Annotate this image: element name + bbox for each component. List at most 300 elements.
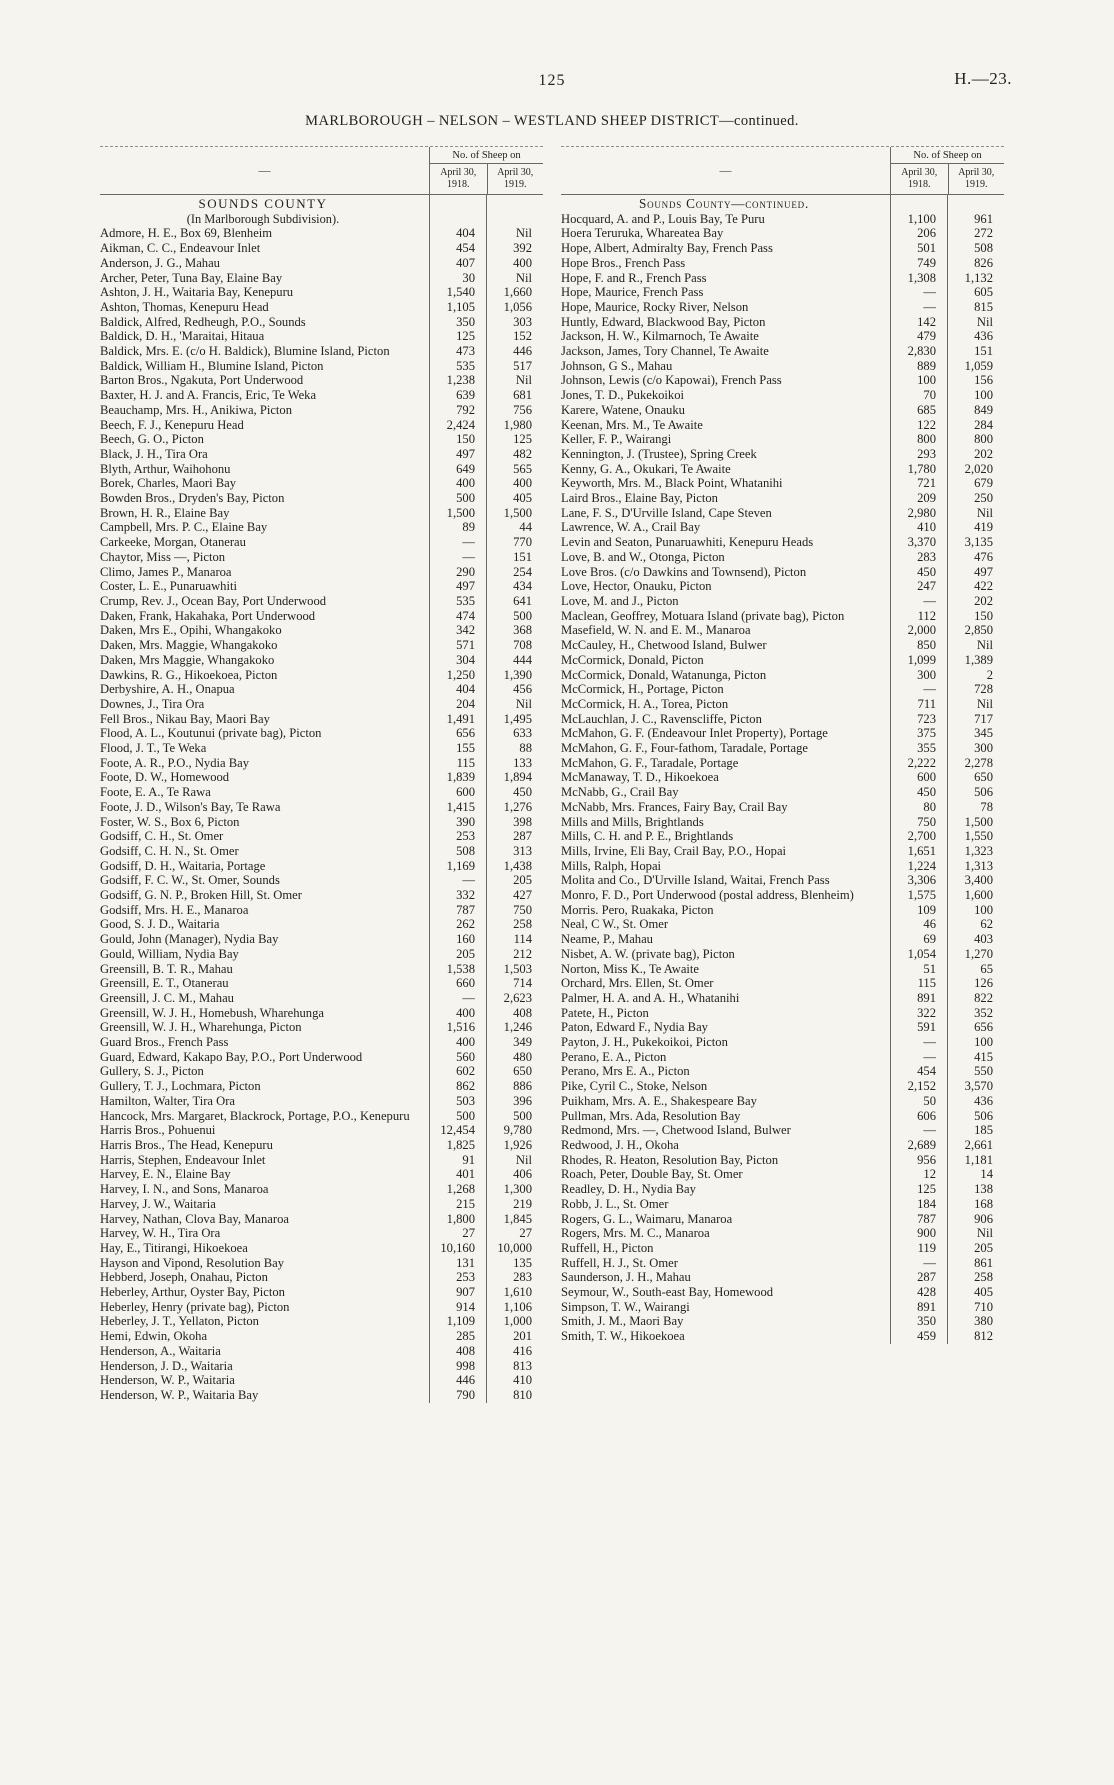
sheep-count-1918: 1,308 (890, 271, 947, 286)
table-row (561, 668, 1004, 683)
table-row (100, 917, 543, 932)
owner-name: Lawrence, W. A., Crail Bay (561, 520, 701, 535)
sheep-count-1918: 115 (890, 976, 947, 991)
sheep-count-1918: 1,538 (429, 962, 486, 977)
sheep-count-1918: 290 (429, 565, 486, 580)
sheep-count-1919: 1,056 (486, 300, 543, 315)
table-row (561, 653, 1004, 668)
owner-name: Lane, F. S., D'Urville Island, Cape Steven (561, 505, 772, 520)
owner-name: Gould, William, Nydia Bay (100, 946, 239, 961)
owner-name: Seymour, W., South-east Bay, Homewood (561, 1285, 774, 1300)
table-row (561, 315, 1004, 330)
sheep-count-1919: 650 (486, 1064, 543, 1079)
sheep-count-1919: 1,610 (486, 1285, 543, 1300)
owner-name: Karere, Watene, Onauku (561, 402, 685, 417)
table-row (100, 668, 543, 683)
sheep-count-1918: 2,000 (890, 623, 947, 638)
sheep-count-1919: 1,276 (486, 800, 543, 815)
owner-name: Dawkins, R. G., Hikoekoea, Picton (100, 667, 278, 682)
owner-name: Hebberd, Joseph, Onahau, Picton (100, 1270, 268, 1285)
sheep-count-1919: 1,300 (486, 1182, 543, 1197)
table-row (100, 373, 543, 388)
sheep-count-1918: — (890, 1256, 947, 1271)
owner-name: Black, J. H., Tira Ora (100, 446, 208, 461)
sheep-count-1918: 1,825 (429, 1138, 486, 1153)
owner-name: Love Bros. (c/o Dawkins and Townsend), Picton (561, 564, 807, 579)
owner-name: Harvey, Nathan, Clova Bay, Manaroa (100, 1211, 289, 1226)
sheep-count-1919: 750 (486, 903, 543, 918)
table-row (100, 682, 543, 697)
table-row (100, 418, 543, 433)
sheep-count-1918: 2,152 (890, 1079, 947, 1094)
table-row (100, 1153, 543, 1168)
sheep-count-1919: 508 (947, 241, 1004, 256)
sheep-count-1918: 501 (890, 241, 947, 256)
sheep-count-1918: 125 (429, 329, 486, 344)
sheep-count-1919: 810 (486, 1388, 543, 1403)
left-table-body (100, 195, 543, 1403)
owner-name: Neame, P., Mahau (561, 932, 653, 947)
sheep-count-1919: 427 (486, 888, 543, 903)
table-row (100, 1359, 543, 1374)
table-row (100, 1226, 543, 1241)
table-row (100, 800, 543, 815)
table-row (100, 403, 543, 418)
owner-name: Pike, Cyril C., Stoke, Nelson (561, 1079, 708, 1094)
table-row (100, 1241, 543, 1256)
sheep-count-1919: 138 (947, 1182, 1004, 1197)
left-rows (100, 226, 543, 1402)
sheep-count-1919: 1,390 (486, 668, 543, 683)
table-row (100, 873, 543, 888)
owner-name: Ashton, Thomas, Kenepuru Head (100, 299, 269, 314)
sheep-count-1918: 1,109 (429, 1314, 486, 1329)
sheep-count-1918: 51 (890, 962, 947, 977)
table-row (561, 1241, 1004, 1256)
document-reference: H.—23. (954, 69, 1012, 88)
owner-name: Laird Bros., Elaine Bay, Picton (561, 491, 718, 506)
sheep-count-1919: 2,020 (947, 462, 1004, 477)
sheep-count-1919: 756 (486, 403, 543, 418)
table-row (100, 844, 543, 859)
owner-name: Neal, C W., St. Omer (561, 917, 669, 932)
sheep-count-1918: 454 (429, 241, 486, 256)
sheep-count-1919: 1,438 (486, 859, 543, 874)
owner-name: Hamilton, Walter, Tira Ora (100, 1093, 236, 1108)
owner-name: Saunderson, J. H., Mahau (561, 1270, 691, 1285)
table-row (100, 653, 543, 668)
owner-name: Smith, J. M., Maori Bay (561, 1314, 684, 1329)
sheep-count-1919: 436 (947, 1094, 1004, 1109)
table-row (100, 1212, 543, 1227)
sheep-count-1919: Nil (947, 638, 1004, 653)
page-title: MARLBOROUGH – NELSON – WESTLAND SHEEP DISTRICT—continued. (305, 113, 799, 129)
sheep-count-1919: 906 (947, 1212, 1004, 1227)
sheep-count-1919: 126 (947, 976, 1004, 991)
sheep-count-1918: 400 (429, 1035, 486, 1050)
table-row (561, 1079, 1004, 1094)
table-row (100, 1285, 543, 1300)
sheep-count-1919: 151 (947, 344, 1004, 359)
owner-name: Henderson, J. D., Waitaria (100, 1358, 233, 1373)
sheep-count-1918: — (890, 1050, 947, 1065)
sheep-count-1918: 560 (429, 1050, 486, 1065)
table-row (100, 329, 543, 344)
sheep-count-1918: 473 (429, 344, 486, 359)
sheep-count-1919: 3,135 (947, 535, 1004, 550)
table-row (100, 1094, 543, 1109)
owner-name: Downes, J., Tira Ora (100, 696, 205, 711)
sheep-columns-header (890, 147, 1004, 194)
sheep-count-1919: 434 (486, 579, 543, 594)
sheep-count-1919: 717 (947, 712, 1004, 727)
sheep-count-1919: 1,132 (947, 271, 1004, 286)
owner-name: Molita and Co., D'Urville Island, Waitai, French Pass (561, 873, 830, 888)
sheep-count-1919: 550 (947, 1064, 1004, 1079)
sheep-count-1919: Nil (486, 1153, 543, 1168)
sheep-count-1919: 400 (486, 476, 543, 491)
table-row (561, 829, 1004, 844)
sheep-count-1919: 1,500 (486, 506, 543, 521)
table-row (561, 491, 1004, 506)
sheep-count-1919: Nil (486, 271, 543, 286)
owner-name: Greensill, E. T., Otanerau (100, 976, 229, 991)
sheep-count-1918: 1,780 (890, 462, 947, 477)
sheep-count-1918: — (429, 550, 486, 565)
table-row (100, 741, 543, 756)
owner-name: Good, S. J. D., Waitaria (100, 917, 220, 932)
table-row (561, 550, 1004, 565)
sheep-count-1919: 822 (947, 991, 1004, 1006)
owner-name: Robb, J. L., St. Omer (561, 1196, 669, 1211)
table-row (561, 1270, 1004, 1285)
sheep-count-1919: 398 (486, 815, 543, 830)
table-row (100, 1300, 543, 1315)
sheep-count-1919: 1,894 (486, 770, 543, 785)
sheep-count-1919: 100 (947, 1035, 1004, 1050)
sheep-count-1918: — (890, 594, 947, 609)
table-row (561, 359, 1004, 374)
table-row (561, 388, 1004, 403)
table-row (100, 756, 543, 771)
table-row (100, 815, 543, 830)
sheep-count-1919: 1,106 (486, 1300, 543, 1315)
owner-name: Kennington, J. (Trustee), Spring Creek (561, 446, 757, 461)
sheep-count-1919: 849 (947, 403, 1004, 418)
sheep-count-1919: 2,661 (947, 1138, 1004, 1153)
sheep-count-1919: 1,550 (947, 829, 1004, 844)
table-row (561, 756, 1004, 771)
page-header (100, 69, 1012, 98)
sheep-count-1918: 749 (890, 256, 947, 271)
owner-name: Paton, Edward F., Nydia Bay (561, 1020, 708, 1035)
sheep-count-1918: 711 (890, 697, 947, 712)
sheep-count-1919: 135 (486, 1256, 543, 1271)
sheep-count-1918: — (890, 682, 947, 697)
sheep-count-1919: 300 (947, 741, 1004, 756)
sheep-count-1918: 287 (890, 1270, 947, 1285)
sheep-count-1919: 156 (947, 373, 1004, 388)
sheep-count-1919: 800 (947, 432, 1004, 447)
table-row (100, 241, 543, 256)
sheep-count-1919: 368 (486, 623, 543, 638)
owner-name: Daken, Mrs E., Opihi, Whangakoko (100, 623, 282, 638)
owner-name: Climo, James P., Manaroa (100, 564, 232, 579)
owner-name: Baldick, William H., Blumine Island, Picton (100, 358, 324, 373)
table-row (561, 859, 1004, 874)
owner-name: Bowden Bros., Dryden's Bay, Picton (100, 491, 285, 506)
table-row (561, 1006, 1004, 1021)
sheep-count-1919: 450 (486, 785, 543, 800)
section-header-row (561, 195, 1004, 212)
sheep-count-1918: 891 (890, 1300, 947, 1315)
sheep-count-1918: — (429, 991, 486, 1006)
owner-name: McCormick, H. A., Torea, Picton (561, 696, 729, 711)
sheep-count-1919: 708 (486, 638, 543, 653)
table-row (100, 462, 543, 477)
owner-name: Ruffell, H., Picton (561, 1240, 654, 1255)
sheep-count-1918: 862 (429, 1079, 486, 1094)
owner-name: Foote, J. D., Wilson's Bay, Te Rawa (100, 799, 281, 814)
sheep-count-1919: 679 (947, 476, 1004, 491)
sheep-count-1919: 681 (486, 388, 543, 403)
sheep-count-1919: 2,278 (947, 756, 1004, 771)
owner-name: McLauchlan, J. C., Ravenscliffe, Picton (561, 711, 762, 726)
owner-name: Hoera Teruruka, Whareatea Bay (561, 226, 724, 241)
sheep-count-1918: — (429, 873, 486, 888)
owner-name: Crump, Rev. J., Ocean Bay, Port Underwood (100, 593, 327, 608)
sheep-count-1918: 907 (429, 1285, 486, 1300)
owner-name: Norton, Miss K., Te Awaite (561, 961, 700, 976)
sheep-count-1919: 506 (947, 785, 1004, 800)
sheep-count-1919: Nil (947, 506, 1004, 521)
sheep-count-1918: 639 (429, 388, 486, 403)
sheep-count-1919: 133 (486, 756, 543, 771)
sheep-count-1918: 497 (429, 447, 486, 462)
owner-name: McManaway, T. D., Hikoekoea (561, 770, 719, 785)
empty-cell (429, 195, 486, 226)
sheep-count-1919: 380 (947, 1314, 1004, 1329)
owner-name: Harvey, J. W., Waitaria (100, 1196, 216, 1211)
sheep-count-1919: 456 (486, 682, 543, 697)
sheep-count-1918: 89 (429, 520, 486, 535)
sheep-count-1918: — (429, 535, 486, 550)
sheep-count-1918: 723 (890, 712, 947, 727)
owner-name: Patete, H., Picton (561, 1005, 649, 1020)
sheep-count-1919: 1,000 (486, 1314, 543, 1329)
sheep-count-1918: 27 (429, 1226, 486, 1241)
sheep-count-1918: 1,500 (429, 506, 486, 521)
sheep-count-1918: 80 (890, 800, 947, 815)
sheep-count-1918: 891 (890, 991, 947, 1006)
sheep-count-1918: 215 (429, 1197, 486, 1212)
sheep-count-1918: 900 (890, 1226, 947, 1241)
column-header-1918: April 30, 1918. (440, 167, 477, 190)
sheep-columns-header (429, 147, 543, 194)
table-row (561, 418, 1004, 433)
sheep-count-1918: 131 (429, 1256, 486, 1271)
owner-name: Barton Bros., Ngakuta, Port Underwood (100, 373, 304, 388)
owner-name: Hocquard, A. and P., Louis Bay, Te Puru (561, 211, 765, 226)
table-row (561, 447, 1004, 462)
owner-name: Simpson, T. W., Wairangi (561, 1299, 690, 1314)
sheep-count-1918: 300 (890, 668, 947, 683)
sheep-count-1918: 508 (429, 844, 486, 859)
sheep-count-1918: 1,238 (429, 373, 486, 388)
sheep-count-1919: 1,389 (947, 653, 1004, 668)
sheep-count-1919: 1,500 (947, 815, 1004, 830)
owner-name: Heberley, Arthur, Oyster Bay, Picton (100, 1285, 285, 1300)
sheep-count-1918: 119 (890, 1241, 947, 1256)
sheep-count-1919: 303 (486, 315, 543, 330)
owner-name: Orchard, Mrs. Ellen, St. Omer (561, 976, 714, 991)
owner-name: Redmond, Mrs. —, Chetwood Island, Bulwer (561, 1123, 791, 1138)
sheep-count-1918: 2,689 (890, 1138, 947, 1153)
owner-name: Godsiff, D. H., Waitaria, Portage (100, 858, 266, 873)
sheep-count-1918: 375 (890, 726, 947, 741)
owner-name: Aikman, C. C., Endeavour Inlet (100, 241, 261, 256)
sheep-count-1919: 349 (486, 1035, 543, 1050)
sheep-count-1919: 415 (947, 1050, 1004, 1065)
owner-name: Harvey, E. N., Elaine Bay (100, 1167, 231, 1182)
sheep-count-1918: 410 (890, 520, 947, 535)
sheep-count-1918: 125 (890, 1182, 947, 1197)
table-row (100, 344, 543, 359)
owner-name: Godsiff, G. N. P., Broken Hill, St. Omer (100, 888, 302, 903)
owner-name: Levin and Seaton, Punaruawhiti, Kenepuru Heads (561, 535, 814, 550)
table-row (100, 520, 543, 535)
owner-name: Greensill, W. J. H., Homebush, Wharehunga (100, 1005, 324, 1020)
sheep-count-1919: 444 (486, 653, 543, 668)
owner-name: Admore, H. E., Box 69, Blenheim (100, 226, 273, 241)
sheep-count-1919: 1,600 (947, 888, 1004, 903)
table-row (561, 212, 1004, 227)
table-row (100, 226, 543, 241)
sheep-count-1919: 1,059 (947, 359, 1004, 374)
sheep-count-1918: 1,839 (429, 770, 486, 785)
table-row (561, 1123, 1004, 1138)
sheep-count-1919: 500 (486, 1109, 543, 1124)
owner-name: Beech, F. J., Kenepuru Head (100, 417, 244, 432)
owner-name: Gullery, T. J., Lochmara, Picton (100, 1079, 261, 1094)
sheep-count-1918: 247 (890, 579, 947, 594)
sheep-count-1918: 750 (890, 815, 947, 830)
table-row (100, 932, 543, 947)
owner-name: Daken, Frank, Hakahaka, Port Underwood (100, 608, 316, 623)
sheep-count-1918: 1,800 (429, 1212, 486, 1227)
sheep-count-1919: 826 (947, 256, 1004, 271)
sheep-count-1919: 88 (486, 741, 543, 756)
sheep-count-1918: 404 (429, 226, 486, 241)
sheep-count-1919: 436 (947, 329, 1004, 344)
sheep-count-1919: 125 (486, 432, 543, 447)
sheep-count-1919: 219 (486, 1197, 543, 1212)
sheep-count-1918: 407 (429, 256, 486, 271)
owner-name: Archer, Peter, Tuna Bay, Elaine Bay (100, 270, 283, 285)
sheep-count-1919: Nil (486, 373, 543, 388)
sheep-count-1918: 355 (890, 741, 947, 756)
table-row (100, 594, 543, 609)
owner-name: Rhodes, R. Heaton, Resolution Bay, Picton (561, 1152, 779, 1167)
sheep-count-1918: 100 (890, 373, 947, 388)
section-header (100, 195, 429, 226)
sheep-count-1918: 1,250 (429, 668, 486, 683)
sheep-count-1919: 100 (947, 903, 1004, 918)
owner-name: Palmer, H. A. and A. H., Whatanihi (561, 990, 740, 1005)
sheep-count-1918: 2,424 (429, 418, 486, 433)
table-row (100, 300, 543, 315)
owner-name: Henderson, A., Waitaria (100, 1343, 221, 1358)
owner-name: Perano, E. A., Picton (561, 1049, 667, 1064)
sheep-count-1918: 600 (429, 785, 486, 800)
sheep-count-1918: 606 (890, 1109, 947, 1124)
table-row (561, 1314, 1004, 1329)
sheep-count-1918: 332 (429, 888, 486, 903)
sheep-count-1918: 889 (890, 359, 947, 374)
table-row (561, 1285, 1004, 1300)
table-row (100, 829, 543, 844)
sheep-count-1919: 728 (947, 682, 1004, 697)
owner-name: Hope, Maurice, French Pass (561, 285, 704, 300)
sheep-count-1919: 1,246 (486, 1020, 543, 1035)
sheep-count-1918: — (890, 300, 947, 315)
table-row (561, 873, 1004, 888)
sheep-count-1918: 12 (890, 1167, 947, 1182)
sheep-count-1919: 212 (486, 947, 543, 962)
owner-name: McNabb, Mrs. Frances, Fairy Bay, Crail Bay (561, 799, 788, 814)
sheep-count-1919: 400 (486, 256, 543, 271)
table-row (561, 506, 1004, 521)
sheep-count-1918: 1,575 (890, 888, 947, 903)
table-row (100, 888, 543, 903)
sheep-count-1919: 185 (947, 1123, 1004, 1138)
sheep-count-1919: 497 (947, 565, 1004, 580)
sheep-count-1919: 714 (486, 976, 543, 991)
table-row (561, 815, 1004, 830)
owner-name: Redwood, J. H., Okoha (561, 1138, 679, 1152)
table-row (561, 1153, 1004, 1168)
table-row (100, 1182, 543, 1197)
owner-name: Mills, Ralph, Hopai (561, 858, 662, 873)
owner-name: Guard Bros., French Pass (100, 1035, 229, 1050)
sheep-count-1918: 2,700 (890, 829, 947, 844)
table-row (561, 594, 1004, 609)
table-row (561, 432, 1004, 447)
owner-name: Beech, G. O., Picton (100, 432, 204, 447)
owner-name: Hemi, Edwin, Okoha (100, 1329, 208, 1344)
empty-cell (890, 195, 947, 212)
sheep-count-1918: 500 (429, 491, 486, 506)
sheep-count-1918: 600 (890, 770, 947, 785)
sheep-count-1919: 605 (947, 285, 1004, 300)
sheep-count-1918: 602 (429, 1064, 486, 1079)
owner-name: Borek, Charles, Maori Bay (100, 476, 237, 491)
table-row (100, 859, 543, 874)
sheep-count-1918: 1,054 (890, 947, 947, 962)
sheep-count-1918: 401 (429, 1167, 486, 1182)
sheep-count-1919: 815 (947, 300, 1004, 315)
left-table (100, 146, 543, 1403)
table-row (100, 1035, 543, 1050)
table-row (561, 344, 1004, 359)
sheep-count-1919: 482 (486, 447, 543, 462)
owner-name: Baldick, Alfred, Redheugh, P.O., Sounds (100, 314, 306, 329)
table-row (100, 256, 543, 271)
owner-name: McCormick, Donald, Picton (561, 652, 704, 667)
sheep-count-1919: 650 (947, 770, 1004, 785)
sheep-count-1918: — (890, 1035, 947, 1050)
sheep-count-1918: 253 (429, 1270, 486, 1285)
